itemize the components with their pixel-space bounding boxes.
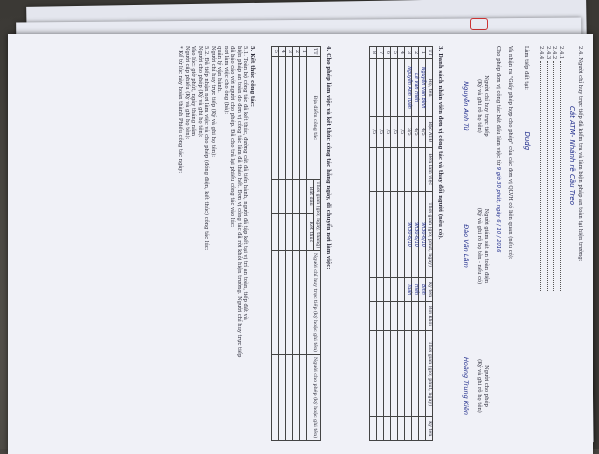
col-leave: Rời khỏi [426,301,433,330]
sign-left-handwriting: Nguyễn Anh Tú [462,81,470,131]
row-tt: 5 [391,47,398,59]
row-tt: 7 [377,47,384,59]
row-tt: 8 [370,47,377,59]
col-leave-time: Thời gian (giờ, phút, ngày) [426,331,433,417]
section-5-line-6: 5.2. Đã tiếp nhận nơi làm việc và cho phép (đóng điện, kết thúc) công tác lúc: [203,46,210,251]
row-bac: /5 [384,117,391,148]
table-row [412,47,419,441]
row-tt: 4 [398,47,405,59]
section-3-heading: 3. Danh sách nhân viên đơn vị công tác và thay đổi người (nếu có). [437,46,443,240]
col-tt: TT [307,47,321,57]
row-bac: /5 [370,117,377,148]
grounding-label: Làm tiếp đất tại: [523,46,529,90]
row-time: 9h30-6/10 [412,191,419,277]
row-tt: 2 [412,47,419,59]
staff-table-header [426,47,433,441]
table-row [370,47,377,441]
col-supervisor: Người chỉ huy trực tiếp (ký hoặc ghi tên) [307,250,321,354]
table-row [419,47,426,441]
table-row [293,47,300,441]
row-time: 9h30-6/10 [405,191,412,277]
row-sign: Hiển [412,278,419,301]
col-arrive-sign: Ký tên [426,278,433,301]
permit-start-line [495,46,502,252]
row-bac: 4/5 [419,117,426,148]
col-arrive-time: Thời gian (giờ, phút, ngày) [426,191,433,277]
sign-left-title: Người chỉ huy trực tiếp [483,75,489,137]
row-tt: 5 [272,47,279,57]
col-tt: TT [426,47,433,59]
section-4-heading: 4. Cho phép làm việc và kết thúc công tác hằng ngày, di chuyển nơi làm việc: [325,46,331,270]
row-tt: 1 [300,47,307,57]
section-5-line-1: 5.1. Toàn bộ công tác đã kết thúc, đường cắt đã tiến hành, người đã tập kết tại vị trí an toàn, tiếp đất và [242,46,249,320]
permit-start-text: Cho phép đơn vị công tác bắt đầu làm việc từ [495,46,501,166]
sign-right-handwriting: Hoàng Trung Kiên [462,357,470,415]
row-name: Nguyễn Anh Tuấn [405,59,412,117]
col-time: Thời gian (giờ, ngày, tháng) [314,179,321,250]
section-2-4 [538,46,583,291]
row-tt: 6 [384,47,391,59]
daily-work-header [314,47,321,441]
table-row [384,47,391,441]
field-2-4-2: 2.4.2 [551,46,558,60]
table-row [377,47,384,441]
sign-left-note: (Ký và ghi rõ họ tên) [476,79,483,133]
section-5-signer-2: Người cho phép (Ký và ghi họ tên): [197,46,203,138]
field-2-4-3: 2.4.3 [544,46,551,60]
section-5-heading: 5. Kết thúc công tác: [249,46,255,107]
row-sign: Bình [419,278,426,301]
section-2-4-handwriting: Cắt ATM- Nhánh rẽ Cầu Treo [568,106,577,206]
row-sign: Tuấn [405,278,412,301]
sign-left [462,46,489,166]
col-leave-sign: Ký tên [426,417,433,441]
sign-right-note: (Ký và ghi rõ họ tên) [476,359,483,413]
field-2-4-1: 2.4.1 [557,46,564,60]
grounding-line [522,46,531,150]
col-permitter: Người cho phép (ký hoặc ghi tên) [307,355,321,441]
sign-right [462,331,489,441]
table-row [391,47,398,441]
row-tt: 3 [286,47,293,57]
col-bac: Bậc ATĐ [426,117,433,148]
table-row [300,47,307,441]
row-name: Nguyễn Văn Bình [419,59,426,117]
section-5-line-8: Người cấp phiếu (Ký và ghi họ tên): [184,46,190,140]
table-row [279,47,286,441]
table-row [398,47,405,441]
col-location: Địa điểm công tác [307,56,321,179]
row-bac: /5 [398,117,405,148]
row-tt: 3 [405,47,412,59]
section-5-line-7: Vào lúc: giờ phút, ngày tháng năm [190,46,197,137]
daily-work-table [271,46,321,441]
section-5-line-4: nơi làm việc cho ông (bà): [223,46,229,114]
work-permit-page [8,34,593,454]
section-5-line-3: đã báo cáo với người cho phép. Đã cho trả lại phiếu công tác vào lúc: [229,46,236,228]
row-time: 9h30-6/10 [419,191,426,277]
table-row [286,47,293,441]
table-row [272,47,279,441]
section-2-4-heading: 2.4. Người chỉ huy trực tiếp đã kiểm tra và làm biện pháp an toàn tại hiện trường: [577,46,583,262]
col-end: Kết thúc [307,213,314,250]
sign-middle-title: Người giám sát an toàn điện [483,208,489,284]
field-2-4-4: 2.4.4 [538,46,545,60]
red-stamp-mark [470,18,488,30]
table-row [405,47,412,441]
row-tt: 4 [279,47,286,57]
section-5-line-2: biện pháp an toàn do đơn vị công tác làm đã tháo hết. Đơn vị công tác đã rời khỏi hiện trường. Người chỉ huy trực tiếp [236,46,242,358]
row-tt: 2 [293,47,300,57]
section-5 [177,46,255,446]
col-name: Họ, tên [426,59,433,117]
col-arrive: Đến làm việc [426,147,433,191]
sign-right-title: Người cho phép [483,365,489,407]
row-tt: 1 [419,47,426,59]
grounding-value: Dudg [523,131,531,151]
sign-middle-note: (Ký và ghi rõ họ tên - nếu có) [476,207,483,285]
section-5-footer: * Kể từ lúc này hoàn thành Phiếu công tác ngày: [177,46,184,174]
row-name: Lê Văn Hiển [412,59,419,117]
row-bac: 4/5 [412,117,419,148]
section-5-line-5: quản lý vận hành. [216,46,223,93]
staff-table-body [370,47,426,441]
col-start: Bắt đầu [307,179,314,213]
daily-work-body [272,47,307,441]
section-5-signer-1: Người chỉ huy trực tiếp (Ký và ghi họ tên): [210,46,216,157]
staff-table [369,46,433,441]
attachment-line: Và nhận ra "Giấy phép hợp cho phép" của các đơn vị QLVH có liên quan (nếu có): [507,46,513,260]
row-bac: /5 [391,117,398,148]
sign-middle-handwriting: Đào Văn Lâm [462,224,470,268]
row-bac: /5 [377,117,384,148]
permit-start-date: 9 giờ 30 phút, ngày 6 / 10 / 2016 [495,166,501,253]
sign-middle [462,176,489,316]
rotated-content [8,34,593,454]
row-bac: 3/5 [405,117,412,148]
